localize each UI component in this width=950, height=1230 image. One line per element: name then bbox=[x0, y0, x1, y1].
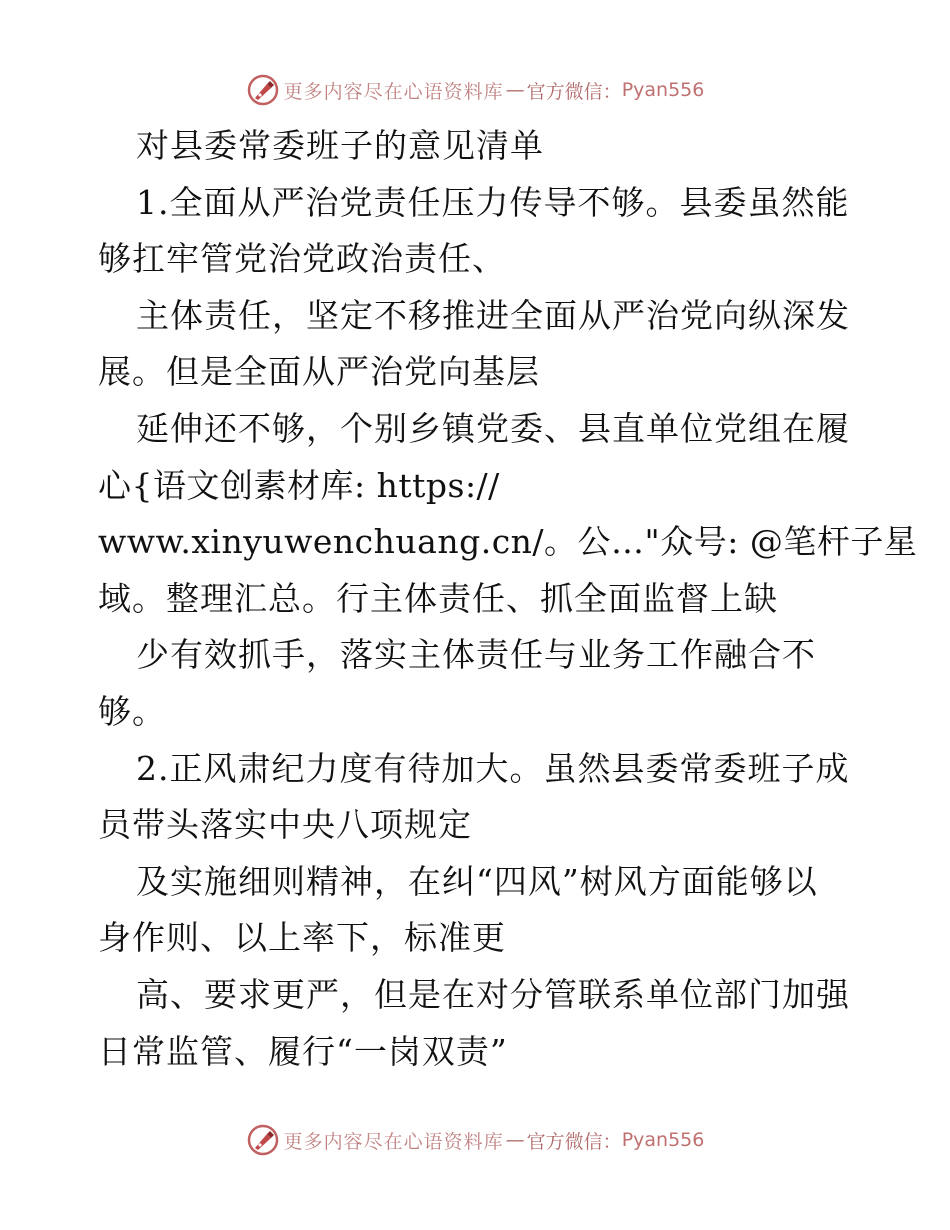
paragraph-line: 员带头落实中央八项规定 bbox=[98, 805, 472, 845]
paragraph-line: 够扛牢管党治党政治责任、 bbox=[98, 239, 506, 279]
paragraph-line: 少有效抓手，落实主体责任与业务工作融合不 bbox=[136, 635, 816, 675]
pen-nib-logo-icon bbox=[246, 73, 280, 107]
paragraph-line: 延伸还不够，个别乡镇党委、县直单位党组在履 bbox=[136, 408, 850, 448]
paragraph-line: 主体责任，坚定不移推进全面从严治党向纵深发 bbox=[136, 295, 850, 335]
paragraph-line: 域。整理汇总。行主体责任、抓全面监督上缺 bbox=[98, 578, 778, 618]
watermark-wechat-label: 官方微信： bbox=[526, 1130, 622, 1153]
paragraph-line: 心{语文创素材库: https:// bbox=[98, 465, 500, 505]
watermark-wechat-id: Pyan556 bbox=[621, 1129, 705, 1151]
watermark-dash: — bbox=[505, 1129, 525, 1151]
watermark-wechat-id: Pyan556 bbox=[621, 79, 705, 101]
document-title: 对县委常委班子的意见清单 bbox=[136, 126, 544, 165]
paragraph-line: 日常监管、履行“一岗双责” bbox=[98, 1031, 508, 1071]
paragraph-line: 1.全面从严治党责任压力传导不够。县委虽然能 bbox=[136, 182, 850, 222]
paragraph-line: www.xinyuwenchuang.cn/。公…"众号: @笔杆子星 bbox=[98, 522, 918, 562]
paragraph-line: 够。 bbox=[98, 691, 166, 731]
document-body bbox=[98, 118, 918, 1080]
pen-nib-logo-icon bbox=[246, 1123, 280, 1157]
paragraph-line: 2.正风肃纪力度有待加大。虽然县委常委班子成 bbox=[136, 748, 850, 788]
watermark-dash: — bbox=[505, 79, 525, 101]
paragraph-line: 高、要求更严，但是在对分管联系单位部门加强 bbox=[136, 974, 850, 1014]
header-watermark bbox=[0, 70, 950, 110]
paragraph-line: 展。但是全面从严治党向基层 bbox=[98, 352, 540, 392]
watermark-site-text: 更多内容尽在心语资料库 bbox=[283, 80, 504, 103]
paragraph-line: 身作则、以上率下，标准更 bbox=[98, 918, 506, 958]
watermark-wechat-label: 官方微信： bbox=[526, 80, 622, 103]
footer-watermark bbox=[0, 1120, 950, 1160]
paragraph-line: 及实施细则精神，在纠“四风”树风方面能够以 bbox=[136, 861, 818, 901]
watermark-site-text: 更多内容尽在心语资料库 bbox=[283, 1130, 504, 1153]
